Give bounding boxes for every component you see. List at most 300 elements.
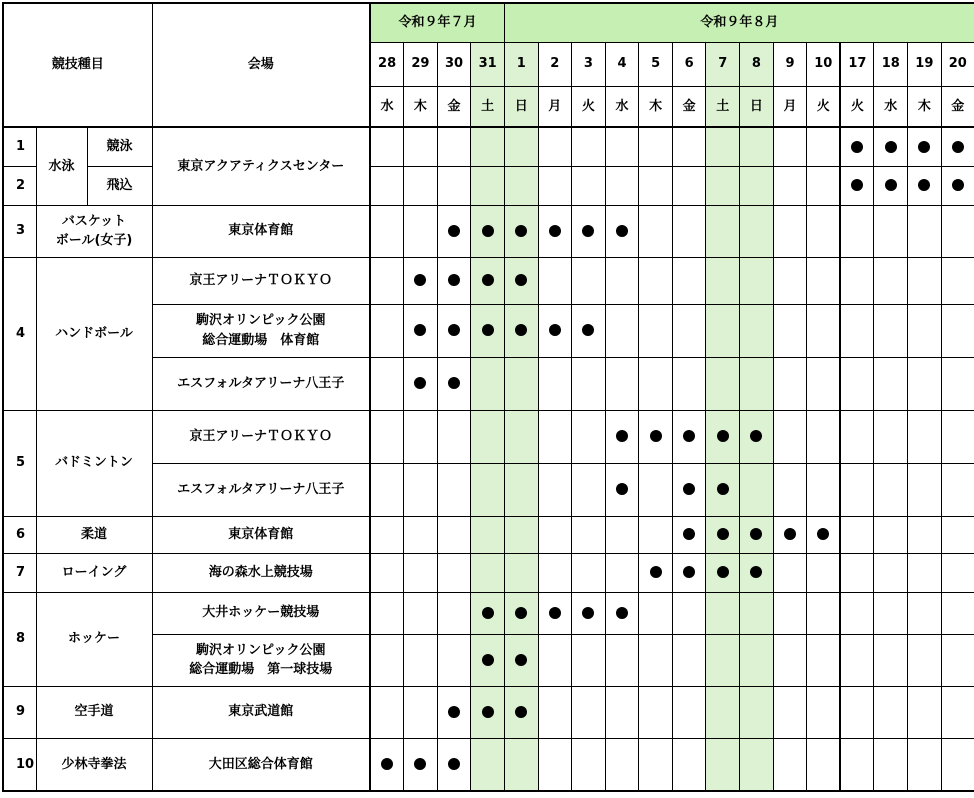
schedule-cell <box>706 686 740 738</box>
schedule-cell <box>672 686 706 738</box>
schedule-cell <box>572 357 606 410</box>
schedule-cell <box>706 257 740 304</box>
schedule-cell <box>773 592 807 634</box>
day-of-week: 木 <box>404 86 438 127</box>
schedule-cell <box>370 410 404 463</box>
schedule-cell <box>706 304 740 357</box>
schedule-cell <box>672 166 706 205</box>
sport-name: ホッケー <box>36 592 152 686</box>
schedule-cell <box>605 205 639 257</box>
schedule-cell <box>941 516 974 553</box>
schedule-cell <box>908 516 942 553</box>
schedule-cell <box>908 257 942 304</box>
schedule-cell <box>840 127 874 166</box>
day-number: 4 <box>605 42 639 86</box>
schedule-cell <box>639 357 673 410</box>
schedule-cell <box>504 357 538 410</box>
table-row <box>3 738 974 791</box>
schedule-cell <box>437 516 471 553</box>
schedule-cell <box>504 553 538 592</box>
schedule-cell <box>672 463 706 516</box>
sport-name: バスケット ボール(女子) <box>36 205 152 257</box>
schedule-cell <box>840 304 874 357</box>
schedule-cell <box>941 257 974 304</box>
event-dot-icon <box>448 225 460 237</box>
event-dot-icon <box>515 324 527 336</box>
event-dot-icon <box>952 179 964 191</box>
schedule-cell <box>639 205 673 257</box>
schedule-cell <box>672 634 706 686</box>
day-of-week: 火 <box>572 86 606 127</box>
schedule-cell <box>672 257 706 304</box>
schedule-cell <box>874 463 908 516</box>
schedule-cell <box>773 516 807 553</box>
schedule-cell <box>773 304 807 357</box>
event-dot-icon <box>750 566 762 578</box>
schedule-cell <box>605 127 639 166</box>
schedule-cell <box>941 553 974 592</box>
schedule-cell <box>639 738 673 791</box>
event-dot-icon <box>448 274 460 286</box>
event-dot-icon <box>683 528 695 540</box>
schedule-cell <box>572 304 606 357</box>
schedule-cell <box>908 592 942 634</box>
schedule-cell <box>908 205 942 257</box>
schedule-cell <box>840 516 874 553</box>
schedule-cell <box>740 127 774 166</box>
schedule-cell <box>840 686 874 738</box>
table-row <box>3 410 974 463</box>
schedule-cell <box>605 166 639 205</box>
event-dot-icon <box>414 758 426 770</box>
day-of-week: 木 <box>639 86 673 127</box>
schedule-cell <box>941 205 974 257</box>
event-dot-icon <box>717 430 729 442</box>
event-dot-icon <box>515 654 527 666</box>
event-dot-icon <box>616 483 628 495</box>
schedule-cell <box>404 634 438 686</box>
event-dot-icon <box>448 706 460 718</box>
schedule-cell <box>605 634 639 686</box>
schedule-cell <box>706 553 740 592</box>
schedule-cell <box>706 127 740 166</box>
schedule-cell <box>538 304 572 357</box>
day-of-week: 水 <box>874 86 908 127</box>
schedule-cell <box>773 738 807 791</box>
venue-name: 駒沢オリンピック公園 総合運動場 第一球技場 <box>152 634 370 686</box>
row-index: 8 <box>3 592 36 686</box>
schedule-cell <box>773 357 807 410</box>
schedule-cell <box>471 166 505 205</box>
event-dot-icon <box>414 377 426 389</box>
sport-name: 柔道 <box>36 516 152 553</box>
schedule-cell <box>941 738 974 791</box>
schedule-cell <box>740 166 774 205</box>
event-dot-icon <box>549 225 561 237</box>
schedule-cell <box>740 410 774 463</box>
event-dot-icon <box>549 324 561 336</box>
schedule-cell <box>538 553 572 592</box>
schedule-cell <box>370 127 404 166</box>
schedule-cell <box>740 304 774 357</box>
schedule-cell <box>706 516 740 553</box>
schedule-cell <box>538 738 572 791</box>
schedule-cell <box>605 463 639 516</box>
schedule-cell <box>605 304 639 357</box>
schedule-cell <box>740 463 774 516</box>
row-index: 10 <box>3 738 36 791</box>
schedule-cell <box>370 304 404 357</box>
schedule-cell <box>538 463 572 516</box>
schedule-cell <box>740 634 774 686</box>
schedule-cell <box>437 127 471 166</box>
event-dot-icon <box>717 483 729 495</box>
row-index: 7 <box>3 553 36 592</box>
event-dot-icon <box>582 324 594 336</box>
schedule-cell <box>941 357 974 410</box>
day-of-week: 金 <box>941 86 974 127</box>
schedule-cell <box>437 686 471 738</box>
schedule-cell <box>773 553 807 592</box>
schedule-cell <box>807 516 841 553</box>
schedule-cell <box>504 686 538 738</box>
schedule-cell <box>572 127 606 166</box>
schedule-cell <box>404 357 438 410</box>
schedule-cell <box>572 738 606 791</box>
event-dot-icon <box>750 528 762 540</box>
event-dot-icon <box>885 179 897 191</box>
event-dot-icon <box>817 528 829 540</box>
event-dot-icon <box>683 430 695 442</box>
schedule-cell <box>572 516 606 553</box>
event-dot-icon <box>515 607 527 619</box>
day-of-week: 火 <box>840 86 874 127</box>
day-of-week: 日 <box>504 86 538 127</box>
schedule-cell <box>639 304 673 357</box>
venue-name: 東京体育館 <box>152 516 370 553</box>
event-dot-icon <box>482 324 494 336</box>
sport-name: 水泳 <box>36 127 87 205</box>
schedule-cell <box>874 738 908 791</box>
schedule-cell <box>605 410 639 463</box>
schedule-cell <box>840 257 874 304</box>
schedule-cell <box>672 205 706 257</box>
schedule-cell <box>538 686 572 738</box>
schedule-cell <box>471 516 505 553</box>
schedule-cell <box>538 516 572 553</box>
day-of-week: 月 <box>773 86 807 127</box>
table-row <box>3 553 974 592</box>
schedule-cell <box>908 304 942 357</box>
event-dot-icon <box>515 274 527 286</box>
schedule-cell <box>639 463 673 516</box>
schedule-cell <box>840 592 874 634</box>
schedule-cell <box>538 357 572 410</box>
schedule-cell <box>471 592 505 634</box>
schedule-cell <box>572 686 606 738</box>
day-number: 7 <box>706 42 740 86</box>
schedule-cell <box>572 410 606 463</box>
schedule-cell <box>370 357 404 410</box>
event-dot-icon <box>515 706 527 718</box>
venue-name: 大田区総合体育館 <box>152 738 370 791</box>
schedule-cell <box>908 357 942 410</box>
schedule-cell <box>605 592 639 634</box>
schedule-cell <box>706 410 740 463</box>
day-of-week: 土 <box>706 86 740 127</box>
table-row <box>3 205 974 257</box>
venue-name: 京王アリーナＴＯＫＹＯ <box>152 410 370 463</box>
schedule-cell <box>874 166 908 205</box>
schedule-cell <box>370 166 404 205</box>
schedule-cell <box>572 592 606 634</box>
day-of-week: 火 <box>807 86 841 127</box>
schedule-cell <box>639 166 673 205</box>
schedule-cell <box>840 166 874 205</box>
schedule-cell <box>471 127 505 166</box>
schedule-cell <box>908 686 942 738</box>
schedule-cell <box>740 738 774 791</box>
sport-name: 空手道 <box>36 686 152 738</box>
day-number: 2 <box>538 42 572 86</box>
schedule-cell <box>504 304 538 357</box>
venue-name: 海の森水上競技場 <box>152 553 370 592</box>
event-dot-icon <box>616 225 628 237</box>
schedule-cell <box>672 516 706 553</box>
schedule-cell <box>807 738 841 791</box>
schedule-cell <box>572 553 606 592</box>
schedule-cell <box>672 738 706 791</box>
day-of-week: 木 <box>908 86 942 127</box>
schedule-cell <box>504 127 538 166</box>
schedule-cell <box>773 634 807 686</box>
day-of-week: 水 <box>605 86 639 127</box>
venue-name: 京王アリーナＴＯＫＹＯ <box>152 257 370 304</box>
schedule-cell <box>740 357 774 410</box>
schedule-cell <box>504 634 538 686</box>
day-of-week: 水 <box>370 86 404 127</box>
schedule-cell <box>840 634 874 686</box>
schedule-cell <box>740 592 774 634</box>
schedule-cell <box>471 205 505 257</box>
schedule-cell <box>404 686 438 738</box>
event-dot-icon <box>616 430 628 442</box>
schedule-cell <box>504 516 538 553</box>
schedule-cell <box>941 634 974 686</box>
schedule-cell <box>404 516 438 553</box>
schedule-cell <box>538 166 572 205</box>
schedule-cell <box>706 738 740 791</box>
schedule-cell <box>807 357 841 410</box>
schedule-cell <box>639 553 673 592</box>
schedule-cell <box>773 686 807 738</box>
schedule-cell <box>840 738 874 791</box>
day-of-week: 金 <box>437 86 471 127</box>
schedule-cell <box>773 257 807 304</box>
schedule-cell <box>840 205 874 257</box>
event-dot-icon <box>482 654 494 666</box>
event-dot-icon <box>381 758 393 770</box>
event-dot-icon <box>582 225 594 237</box>
schedule-cell <box>807 410 841 463</box>
schedule-cell <box>639 634 673 686</box>
venue-name: 東京アクアティクスセンター <box>152 127 370 205</box>
schedule-cell <box>807 553 841 592</box>
schedule-cell <box>840 357 874 410</box>
event-dot-icon <box>851 141 863 153</box>
schedule-cell <box>605 357 639 410</box>
schedule-cell <box>941 686 974 738</box>
schedule-cell <box>404 257 438 304</box>
schedule-cell <box>874 304 908 357</box>
row-index: 5 <box>3 410 36 516</box>
event-dot-icon <box>784 528 796 540</box>
schedule-cell <box>538 410 572 463</box>
schedule-cell <box>807 205 841 257</box>
schedule-cell <box>773 463 807 516</box>
schedule-cell <box>370 592 404 634</box>
schedule-cell <box>807 257 841 304</box>
event-dot-icon <box>683 483 695 495</box>
schedule-cell <box>908 166 942 205</box>
day-number: 3 <box>572 42 606 86</box>
schedule-cell <box>404 166 438 205</box>
schedule-cell <box>740 553 774 592</box>
schedule-cell <box>437 257 471 304</box>
event-dot-icon <box>448 758 460 770</box>
schedule-cell <box>370 463 404 516</box>
schedule-cell <box>504 257 538 304</box>
schedule-cell <box>807 634 841 686</box>
table-row <box>3 592 974 634</box>
table-row <box>3 686 974 738</box>
sport-header: 競技種目 <box>3 3 152 127</box>
schedule-cell <box>706 592 740 634</box>
schedule-cell <box>370 257 404 304</box>
schedule-cell <box>504 738 538 791</box>
schedule-cell <box>706 357 740 410</box>
schedule-cell <box>404 592 438 634</box>
event-dot-icon <box>851 179 863 191</box>
day-of-week: 土 <box>471 86 505 127</box>
venue-name: 東京体育館 <box>152 205 370 257</box>
schedule-cell <box>404 463 438 516</box>
day-of-week: 月 <box>538 86 572 127</box>
sport-subcategory: 飛込 <box>87 166 152 205</box>
day-number: 20 <box>941 42 974 86</box>
schedule-cell <box>874 686 908 738</box>
schedule-cell <box>437 592 471 634</box>
schedule-cell <box>941 410 974 463</box>
schedule-cell <box>874 592 908 634</box>
schedule-cell <box>605 738 639 791</box>
schedule-cell <box>807 686 841 738</box>
event-dot-icon <box>952 141 964 153</box>
schedule-cell <box>471 357 505 410</box>
schedule-cell <box>572 205 606 257</box>
schedule-cell <box>437 634 471 686</box>
schedule-cell <box>504 410 538 463</box>
schedule-cell <box>437 205 471 257</box>
schedule-cell <box>807 592 841 634</box>
row-index: 1 <box>3 127 36 166</box>
day-number: 29 <box>404 42 438 86</box>
schedule-cell <box>807 127 841 166</box>
schedule-cell <box>807 463 841 516</box>
event-dot-icon <box>414 274 426 286</box>
schedule-cell <box>773 127 807 166</box>
schedule-cell <box>706 634 740 686</box>
schedule-cell <box>672 592 706 634</box>
schedule-cell <box>840 463 874 516</box>
schedule-cell <box>605 516 639 553</box>
schedule-cell <box>437 738 471 791</box>
event-dot-icon <box>650 566 662 578</box>
schedule-cell <box>874 205 908 257</box>
schedule-cell <box>404 410 438 463</box>
event-dot-icon <box>482 274 494 286</box>
day-number: 9 <box>773 42 807 86</box>
venue-header: 会場 <box>152 3 370 127</box>
schedule-cell <box>370 738 404 791</box>
schedule-cell <box>941 592 974 634</box>
schedule-cell <box>538 257 572 304</box>
day-of-week: 金 <box>672 86 706 127</box>
day-of-week: 日 <box>740 86 774 127</box>
schedule-cell <box>840 553 874 592</box>
day-number: 5 <box>639 42 673 86</box>
schedule-cell <box>437 410 471 463</box>
schedule-cell <box>504 463 538 516</box>
schedule-cell <box>471 553 505 592</box>
schedule-cell <box>437 304 471 357</box>
schedule-cell <box>639 410 673 463</box>
event-dot-icon <box>717 566 729 578</box>
event-dot-icon <box>918 141 930 153</box>
schedule-cell <box>370 634 404 686</box>
schedule-cell <box>941 166 974 205</box>
schedule-cell <box>370 553 404 592</box>
schedule-cell <box>437 357 471 410</box>
schedule-cell <box>639 127 673 166</box>
table-row <box>3 127 974 166</box>
schedule-cell <box>874 410 908 463</box>
schedule-cell <box>773 205 807 257</box>
venue-name: 駒沢オリンピック公園 総合運動場 体育館 <box>152 304 370 357</box>
event-dot-icon <box>515 225 527 237</box>
event-dot-icon <box>616 607 628 619</box>
schedule-cell <box>572 166 606 205</box>
schedule-cell <box>941 304 974 357</box>
event-dot-icon <box>885 141 897 153</box>
schedule-cell <box>605 257 639 304</box>
schedule-cell <box>672 410 706 463</box>
venue-name: エスフォルタアリーナ八王子 <box>152 357 370 410</box>
schedule-cell <box>471 686 505 738</box>
schedule-cell <box>538 634 572 686</box>
schedule-cell <box>605 553 639 592</box>
schedule-cell <box>471 634 505 686</box>
sport-subcategory: 競泳 <box>87 127 152 166</box>
sport-name: ハンドボール <box>36 257 152 410</box>
schedule-cell <box>471 410 505 463</box>
schedule-cell <box>471 304 505 357</box>
schedule-cell <box>807 166 841 205</box>
day-number: 31 <box>471 42 505 86</box>
event-dot-icon <box>482 607 494 619</box>
month-header-july: 令和９年７月 <box>370 3 504 42</box>
row-index: 2 <box>3 166 36 205</box>
